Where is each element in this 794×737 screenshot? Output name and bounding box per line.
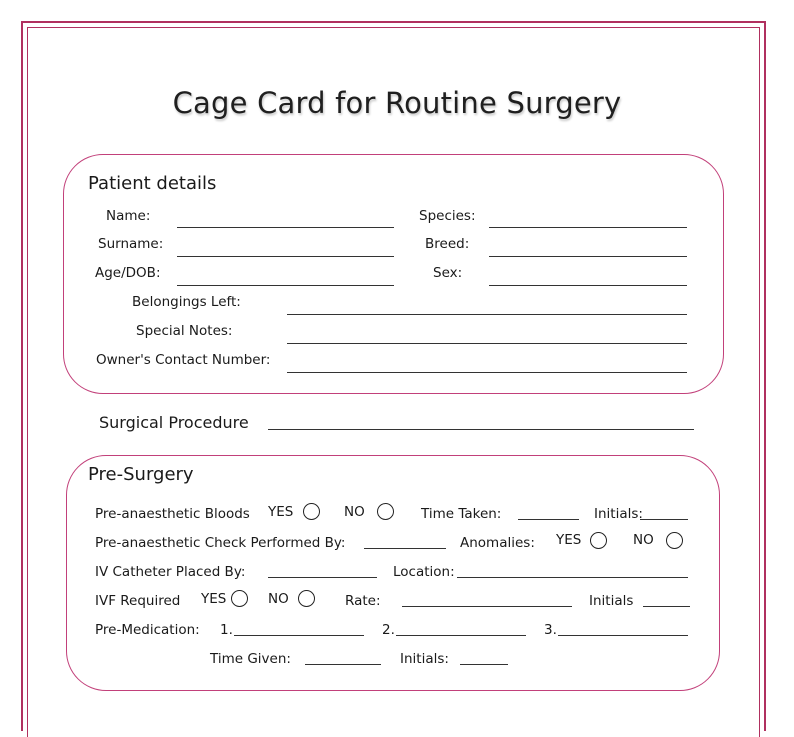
surname-field[interactable]: [177, 256, 394, 257]
surgical-procedure-field[interactable]: [268, 429, 694, 430]
bloods-initials-label: Initials:: [594, 506, 643, 522]
bloods-no-checkbox[interactable]: [377, 503, 394, 520]
belongings-field[interactable]: [287, 314, 687, 315]
age-dob-field[interactable]: [177, 285, 394, 286]
surgical-procedure-label: Surgical Procedure: [99, 413, 249, 432]
iv-catheter-label: IV Catheter Placed By:: [95, 564, 246, 580]
bloods-label: Pre-anaesthetic Bloods: [95, 506, 250, 522]
time-given-initials-field[interactable]: [460, 664, 508, 665]
ivf-required-label: IVF Required: [95, 593, 181, 609]
special-notes-field[interactable]: [287, 343, 687, 344]
pre-medication-label: Pre-Medication:: [95, 622, 200, 638]
anomalies-yes-checkbox[interactable]: [590, 532, 607, 549]
check-performed-label: Pre-anaesthetic Check Performed By:: [95, 535, 346, 551]
ivf-initials-field[interactable]: [643, 606, 690, 607]
anomalies-yes-label: YES: [556, 532, 582, 548]
owner-contact-field[interactable]: [287, 372, 687, 373]
species-field[interactable]: [489, 227, 687, 228]
patient-details-heading: Patient details: [88, 173, 217, 194]
rate-label: Rate:: [345, 593, 381, 609]
anomalies-label: Anomalies:: [460, 535, 535, 551]
premed-3-label: 3.: [544, 622, 557, 638]
breed-field[interactable]: [489, 256, 687, 257]
anomalies-no-label: NO: [633, 532, 654, 548]
age-dob-label: Age/DOB:: [95, 265, 161, 281]
anomalies-no-checkbox[interactable]: [666, 532, 683, 549]
premed-1-field[interactable]: [234, 635, 364, 636]
iv-catheter-field[interactable]: [268, 577, 377, 578]
bloods-no-label: NO: [344, 504, 365, 520]
surname-label: Surname:: [98, 236, 164, 252]
ivf-no-label: NO: [268, 591, 289, 607]
special-notes-label: Special Notes:: [136, 323, 233, 339]
name-field[interactable]: [177, 227, 394, 228]
ivf-no-checkbox[interactable]: [298, 590, 315, 607]
time-given-label: Time Given:: [210, 651, 291, 667]
page-title: Cage Card for Routine Surgery: [172, 86, 622, 120]
bloods-yes-label: YES: [268, 504, 294, 520]
location-field[interactable]: [457, 577, 688, 578]
premed-2-label: 2.: [382, 622, 395, 638]
name-label: Name:: [106, 208, 151, 224]
time-taken-label: Time Taken:: [421, 506, 502, 522]
premed-3-field[interactable]: [558, 635, 688, 636]
rate-field[interactable]: [402, 606, 572, 607]
time-given-field[interactable]: [305, 664, 381, 665]
ivf-yes-checkbox[interactable]: [231, 590, 248, 607]
belongings-label: Belongings Left:: [132, 294, 241, 310]
premed-2-field[interactable]: [396, 635, 526, 636]
pre-surgery-heading: Pre-Surgery: [88, 464, 194, 485]
sex-field[interactable]: [489, 285, 687, 286]
bloods-initials-field[interactable]: [640, 519, 688, 520]
check-performed-field[interactable]: [364, 548, 446, 549]
ivf-yes-label: YES: [201, 591, 227, 607]
species-label: Species:: [419, 208, 476, 224]
sex-label: Sex:: [433, 265, 463, 281]
time-given-initials-label: Initials:: [400, 651, 449, 667]
owner-contact-label: Owner's Contact Number:: [96, 352, 271, 368]
bloods-yes-checkbox[interactable]: [303, 503, 320, 520]
premed-1-label: 1.: [220, 622, 233, 638]
breed-label: Breed:: [425, 236, 470, 252]
location-label: Location:: [393, 564, 455, 580]
ivf-initials-label: Initials: [589, 593, 634, 609]
time-taken-field[interactable]: [518, 519, 579, 520]
